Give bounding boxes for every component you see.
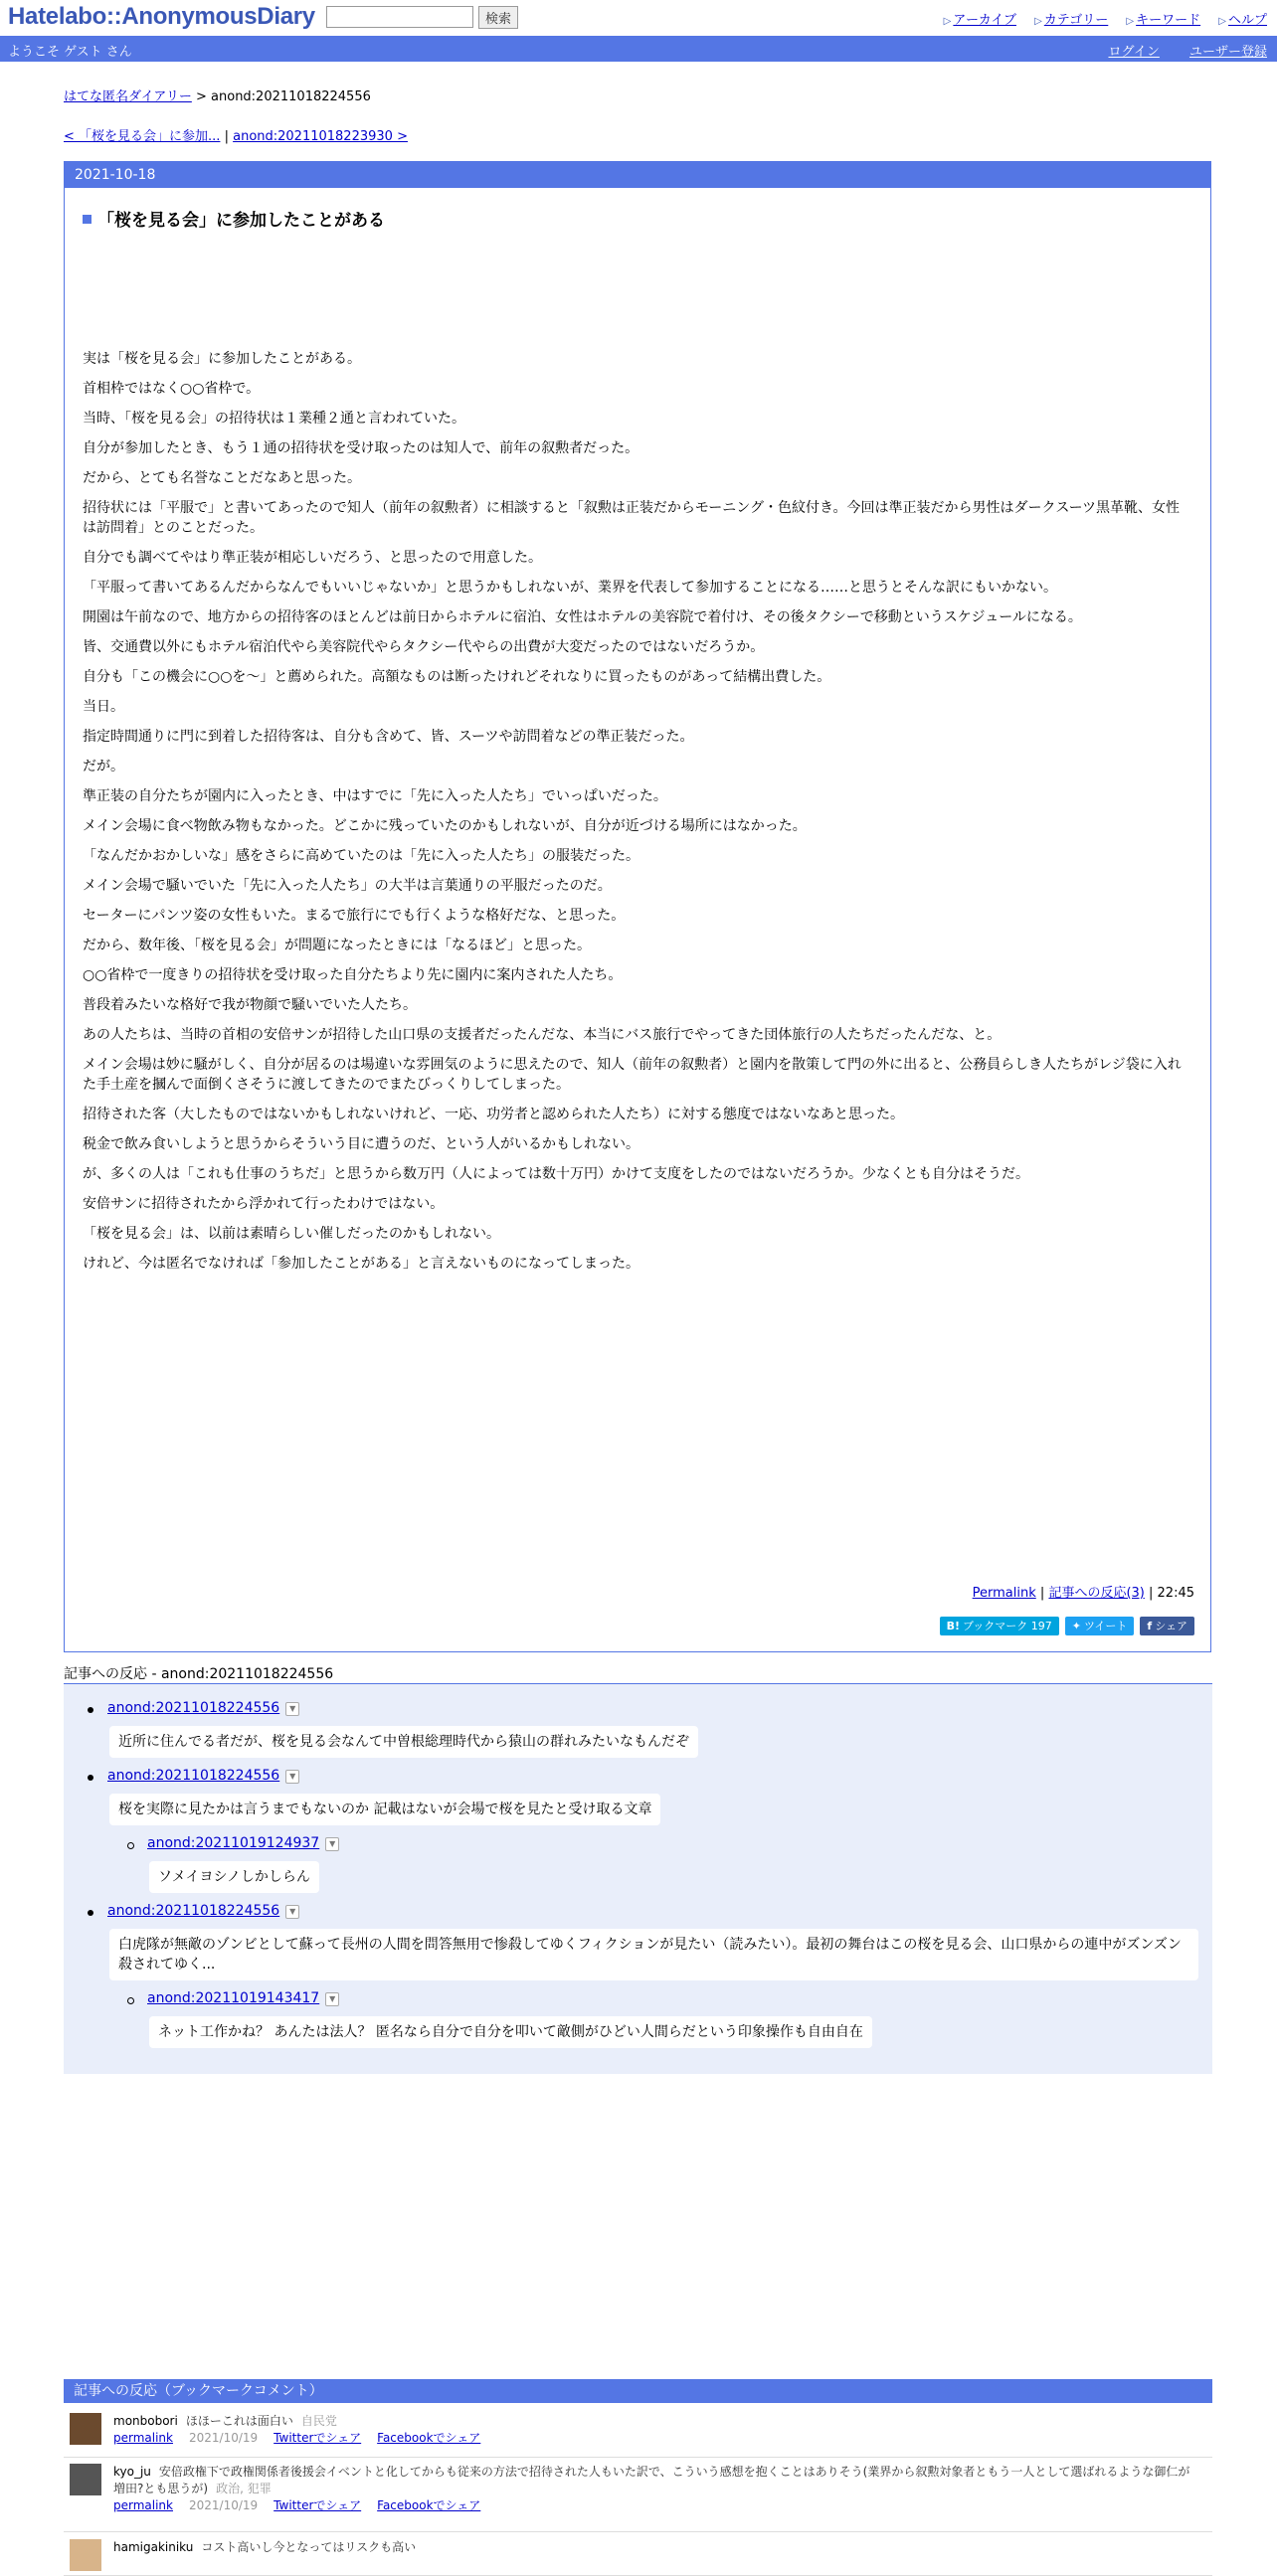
entry-footer <box>973 1582 1194 1601</box>
footer-separator: | <box>1149 1586 1154 1601</box>
entry-body <box>83 349 1186 1284</box>
bookmark-comment-row <box>64 2409 1212 2458</box>
facebook-share-button[interactable] <box>1140 1617 1194 1635</box>
tweet-button[interactable] <box>1065 1617 1135 1635</box>
tweet-label: ツイート <box>1083 1620 1128 1632</box>
bookmark-permalink[interactable]: permalink <box>113 2431 173 2445</box>
bookmark-tags: 政治, 犯罪 <box>216 2482 272 2495</box>
bookmark-user[interactable]: hamigakiniku <box>113 2540 194 2554</box>
reaction-excerpt: 近所に住んでる者だが、桜を見る会なんて中曽根総理時代から猿山の群れみたいなもんだぞ <box>109 1726 698 1758</box>
entry-paragraph: メイン会場は妙に騒がしく、自分が居るのは場違いな雰囲気のように思えたので、知人（前年の叙勲者）と園内を散策して門の外に出ると、公務員らしき人たちがレジ袋に入れた手土産を摑んで面倒くさそうに渡してきたのでまたびっくりしてしまった。 <box>83 1057 1182 1093</box>
chevron-down-icon[interactable]: ▼ <box>325 1992 339 2006</box>
share-twitter-link[interactable]: Twitterでシェア <box>274 2498 362 2512</box>
entry-pager <box>64 125 408 144</box>
chevron-down-icon[interactable]: ▼ <box>325 1837 339 1851</box>
reactions-tree <box>64 1684 1212 2074</box>
entry-paragraph: 当時、「桜を見る会」の招待状は１業種２通と言われていた。 <box>83 411 465 427</box>
bookmark-comment-row <box>64 2535 1212 2576</box>
hatebu-icon: B! <box>946 1620 961 1632</box>
bookmark-tags: 自民党 <box>300 2414 337 2428</box>
entry-title-text: 「桜を見る会」に参加したことがある <box>97 211 385 231</box>
breadcrumb-current: anond:20211018224556 <box>211 89 371 104</box>
reaction-header <box>107 1768 299 1784</box>
reaction-link[interactable]: anond:20211019143417 <box>147 1990 320 2006</box>
reaction-excerpt: ネット工作かね？ あんたは法人？ 匿名なら自分で自分を叩いて敵側がひどい人間らだという印象操作も自由自在 <box>149 2016 872 2048</box>
bookmark-comment-row <box>64 2460 1212 2532</box>
bullet-icon <box>88 1707 93 1713</box>
entry-paragraph: メイン会場で騒いでいた「先に入った人たち」の大半は言葉通りの平服だったのだ。 <box>83 878 612 894</box>
breadcrumb <box>64 86 371 104</box>
facebook-share-label: シェア <box>1155 1620 1187 1632</box>
entry-paragraph: 安倍サンに招待されたから浮かれて行ったわけではない。 <box>83 1196 445 1212</box>
entry-paragraph: だから、とても名誉なことだなあと思った。 <box>83 470 361 486</box>
reaction-link[interactable]: anond:20211018224556 <box>107 1768 280 1784</box>
welcome-text: ようこそ ゲスト さん <box>8 45 132 60</box>
twitter-bird-icon: ✦ <box>1071 1620 1081 1632</box>
site-header <box>0 0 1277 36</box>
reaction-header <box>107 1700 299 1716</box>
share-bar <box>934 1617 1194 1635</box>
entry-paragraph: 招待された客（大したものではないかもしれないけれど、一応、功労者と認められた人たち）に対する態度ではないなあと思った。 <box>83 1107 904 1122</box>
entry-paragraph: 実は「桜を見る会」に参加したことがある。 <box>83 351 361 367</box>
bookmark-permalink[interactable]: permalink <box>113 2498 173 2512</box>
bullet-icon <box>88 1775 93 1781</box>
share-facebook-link[interactable]: Facebookでシェア <box>377 2431 481 2445</box>
entry-paragraph: 指定時間通りに門に到着した招待客は、自分も含めて、皆、スーツや訪問着などの準正装だった。 <box>83 729 694 745</box>
entry-paragraph: 税金で飲み食いしようと思うからそういう目に遭うのだ、という人がいるかもしれない。 <box>83 1136 639 1152</box>
entry-paragraph: 準正装の自分たちが園内に入ったとき、中はすでに「先に入った人たち」でいっぱいだった。 <box>83 788 667 804</box>
prev-entry-link[interactable]: < 「桜を見る会」に参加... <box>64 129 221 144</box>
hatebu-count: 197 <box>1030 1620 1052 1632</box>
entry-paragraph: 「平服って書いてあるんだからなんでもいいじゃないか」と思うかもしれないが、業界を代表して参加することになる……と思うとそんな訳にもいかない。 <box>83 580 1057 596</box>
pager-separator: | <box>224 129 229 144</box>
next-entry-link[interactable]: anond:20211018223930 > <box>233 129 408 144</box>
entry-paragraph: が、多くの人は「これも仕事のうちだ」と思うから数万円（人によっては数十万円）かけて支度をしたのではないだろうか。少なくとも自分はそうだ。 <box>83 1166 1029 1182</box>
site-logo[interactable]: Hatelabo::AnonymousDiary <box>8 3 315 30</box>
reaction-excerpt: 桜を実際に見たかは言うまでもないのか 記載はないが会場で桜を見たと受け取る文章 <box>109 1794 660 1825</box>
entry-paragraph: 「なんだかおかしいな」感をさらに高めていたのは「先に入った人たち」の服装だった。 <box>83 848 639 864</box>
entry-paragraph: 自分も「この機会に○○を～」と薦められた。高額なものは断ったけれどそれなりに買ったものがあって結構出費した。 <box>83 669 831 685</box>
reaction-header <box>147 1835 339 1851</box>
entry-paragraph: セーターにパンツ姿の女性もいた。まるで旅行にでも行くような格好だな、と思った。 <box>83 908 626 924</box>
bookmark-comment-content <box>113 2464 1197 2514</box>
entry-paragraph: あの人たちは、当時の首相の安倍サンが招待した山口県の支援者だったんだな、本当にバス旅行でやってきた団体旅行の人たちだったんだな、と。 <box>83 1027 1002 1043</box>
bookmark-date: 2021/10/19 <box>189 2431 259 2445</box>
reaction-link[interactable]: anond:20211019124937 <box>147 1835 320 1851</box>
breadcrumb-separator: > <box>195 89 207 104</box>
reaction-link[interactable]: anond:20211018224556 <box>107 1700 280 1716</box>
entry-paragraph: 「桜を見る会」は、以前は素晴らしい催しだったのかもしれない。 <box>83 1226 500 1242</box>
entry-time: 22:45 <box>1157 1586 1194 1601</box>
welcome-bar <box>0 36 1277 62</box>
bookmark-user[interactable]: kyo_ju <box>113 2465 151 2479</box>
reaction-excerpt: 白虎隊が無敵のゾンビとして蘇って長州の人間を問答無用で惨殺してゆくフィクションが見たい（読みたい）。最初の舞台はこの桜を見る会、山口県からの連中がズンズン殺されてゆく... <box>109 1929 1198 1980</box>
facebook-icon: f <box>1147 1620 1153 1632</box>
bookmark-comment-content <box>113 2539 1197 2556</box>
nav-arrow-icon: ▷ <box>1126 16 1135 27</box>
entry-paragraph: 招待状には「平服で」と書いてあったので知人（前年の叙勲者）に相談すると「叙勲は正装だからモーニング・色紋付き。今回は準正装だから男性はダークスーツ黒革靴、女性は訪問着」とのことだった。 <box>83 500 1181 536</box>
login-link[interactable]: ログイン <box>1108 45 1160 60</box>
entry-paragraph: 自分でも調べてやはり準正装が相応しいだろう、と思ったので用意した。 <box>83 550 542 566</box>
entry-paragraph: 当日。 <box>83 699 124 715</box>
breadcrumb-home-link[interactable]: はてな匿名ダイアリー <box>64 89 192 104</box>
register-link[interactable]: ユーザー登録 <box>1188 45 1267 60</box>
entry-paragraph: だから、数年後、「桜を見る会」が問題になったときには「なるほど」と思った。 <box>83 938 591 953</box>
entry-paragraph: メイン会場に食べ物飲み物もなかった。どこかに残っていたのかもしれないが、自分が近づける場所にはなかった。 <box>83 818 807 834</box>
chevron-down-icon[interactable]: ▼ <box>285 1770 299 1784</box>
user-avatar-icon[interactable] <box>70 2413 101 2445</box>
nav-keyword-link[interactable]: キーワード <box>1136 13 1201 28</box>
chevron-down-icon[interactable]: ▼ <box>285 1905 299 1919</box>
entry-paragraph: 普段着みたいな格好で我が物顔で騒いでいた人たち。 <box>83 997 417 1013</box>
reaction-header <box>107 1903 299 1919</box>
bullet-icon <box>88 1910 93 1916</box>
reaction-header <box>147 1990 339 2006</box>
user-avatar-icon[interactable] <box>70 2464 101 2495</box>
entry-paragraph: けれど、今は匿名でなければ「参加したことがある」と言えないものになってしまった。 <box>83 1256 639 1272</box>
entry-title <box>83 206 385 231</box>
reactions-link[interactable]: 記事への反応(3) <box>1048 1586 1145 1601</box>
user-avatar-icon[interactable] <box>70 2539 101 2571</box>
entry-paragraph: 皆、交通費以外にもホテル宿泊代やら美容院代やらタクシー代やらの出費が大変だったのではないだろうか。 <box>83 639 765 655</box>
nav-archive-link[interactable]: アーカイブ <box>953 13 1016 28</box>
nav-arrow-icon: ▷ <box>943 16 952 27</box>
entry-paragraph: 首相枠ではなく○○省枠で。 <box>83 381 261 397</box>
sub-bullet-icon <box>127 1997 134 2004</box>
bookmark-user[interactable]: monbobori <box>113 2414 178 2428</box>
nav-arrow-icon: ▷ <box>1218 16 1226 27</box>
nav-category-link[interactable]: カテゴリー <box>1043 13 1109 28</box>
entry-paragraph: だが。 <box>83 759 124 774</box>
bookmark-comment-text: 安倍政権下で政権関係者後援会イベントと化してからも従来の方法で招待された人もいた訳で、こういう感想を抱くことはありそう(業界から叙勲対象者ともう一人として選ばれるような御仁が増田?とも思うが) <box>113 2465 1190 2495</box>
top-nav <box>944 9 1267 28</box>
entry-paragraph: ○○省枠で一度きりの招待状を受け取った自分たちより先に園内に案内された人たち。 <box>83 967 623 983</box>
nav-help-link[interactable]: ヘルプ <box>1227 13 1267 28</box>
entry-paragraph: 開園は午前なので、地方からの招待客のほとんどは前日からホテルに宿泊、女性はホテルの美容院で着付け、その後タクシーで移動というスケジュールになる。 <box>83 609 1082 625</box>
entry-date: 2021-10-18 <box>65 162 1210 188</box>
account-links <box>1082 41 1267 60</box>
hatebu-label: ブックマーク <box>963 1620 1028 1632</box>
chevron-down-icon[interactable]: ▼ <box>285 1702 299 1716</box>
hatebu-button[interactable] <box>940 1617 1059 1635</box>
bookmark-comments-heading: 記事への反応（ブックマークコメント） <box>64 2379 1212 2403</box>
reaction-excerpt: ソメイヨシノしかしらん <box>149 1861 319 1893</box>
bookmark-comment-text: コスト高いし今となってはリスクも高い <box>201 2540 417 2554</box>
entry-box <box>64 161 1211 1652</box>
entry-square-icon[interactable] <box>83 215 91 224</box>
bookmark-date: 2021/10/19 <box>189 2498 259 2512</box>
sub-bullet-icon <box>127 1842 134 1849</box>
search-button[interactable]: 検索 <box>478 6 518 29</box>
entry-paragraph: 自分が参加したとき、もう１通の招待状を受け取ったのは知人で、前年の叙勲者だった。 <box>83 440 639 456</box>
reactions-heading: 記事への反応 - anond:20211018224556 <box>64 1666 334 1682</box>
reaction-link[interactable]: anond:20211018224556 <box>107 1903 280 1919</box>
share-twitter-link[interactable]: Twitterでシェア <box>274 2431 362 2445</box>
permalink-link[interactable]: Permalink <box>972 1586 1036 1601</box>
bookmark-comment-text: ほほーこれは面白い <box>185 2414 293 2428</box>
footer-separator: | <box>1039 1586 1045 1601</box>
nav-arrow-icon: ▷ <box>1034 16 1042 27</box>
share-facebook-link[interactable]: Facebookでシェア <box>377 2498 481 2512</box>
search-input[interactable] <box>326 6 473 28</box>
bookmark-comment-content <box>113 2413 1197 2447</box>
